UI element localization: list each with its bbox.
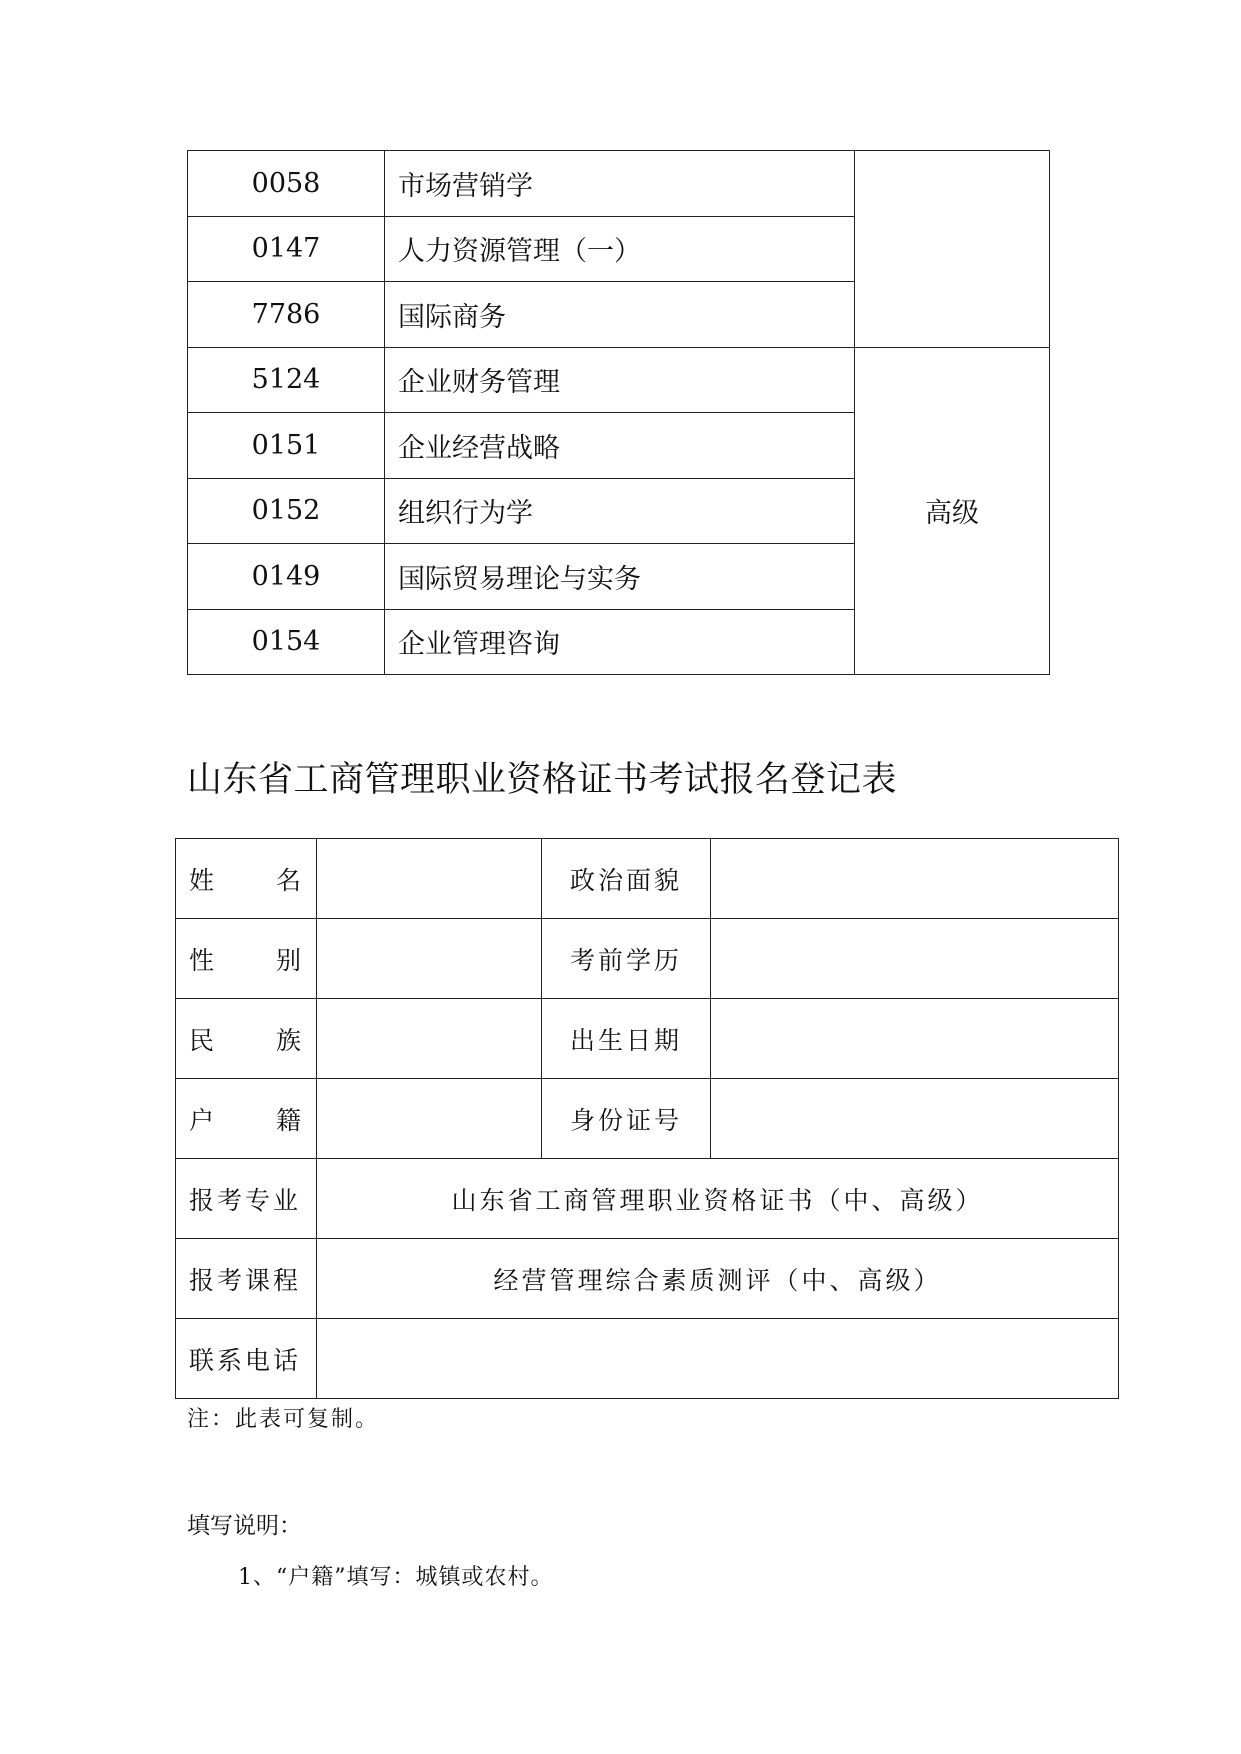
course-name: 企业经营战略 (385, 413, 855, 479)
instructions-title: 填写说明： (187, 1513, 302, 1539)
form-row-major (176, 1159, 1119, 1239)
form-row-name (176, 839, 1119, 919)
form-row-course (176, 1239, 1119, 1319)
major-label: 报考专业 (176, 1159, 317, 1239)
course-label: 报考课程 (176, 1239, 317, 1319)
gender-field[interactable] (317, 919, 542, 999)
id-number-field[interactable] (711, 1079, 1119, 1159)
form-title: 山东省工商管理职业资格证书考试报名登记表 (187, 760, 898, 800)
course-level: 高级 (855, 347, 1050, 675)
table-row (188, 151, 1050, 217)
course-code: 7786 (188, 282, 385, 348)
phone-label: 联系电话 (176, 1319, 317, 1399)
form-row-gender (176, 919, 1119, 999)
course-name: 市场营销学 (385, 151, 855, 217)
course-name: 企业管理咨询 (385, 609, 855, 675)
name-field[interactable] (317, 839, 542, 919)
ethnicity-field[interactable] (317, 999, 542, 1079)
household-field[interactable] (317, 1079, 542, 1159)
household-label: 户 籍 (176, 1079, 317, 1159)
course-name: 国际贸易理论与实务 (385, 544, 855, 610)
gender-label: 性 别 (176, 919, 317, 999)
course-table (187, 150, 1050, 675)
politics-field[interactable] (711, 839, 1119, 919)
course-code: 5124 (188, 347, 385, 413)
course-code: 0147 (188, 216, 385, 282)
course-code: 0149 (188, 544, 385, 610)
course-value: 经营管理综合素质测评（中、高级） (317, 1239, 1119, 1319)
education-label: 考前学历 (542, 919, 711, 999)
major-value: 山东省工商管理职业资格证书（中、高级） (317, 1159, 1119, 1239)
table-row (188, 347, 1050, 413)
form-row-household (176, 1079, 1119, 1159)
course-level (855, 151, 1050, 348)
instruction-item: 1、“户籍”填写：城镇或农村。 (238, 1565, 554, 1590)
course-code: 0154 (188, 609, 385, 675)
name-label: 姓 名 (176, 839, 317, 919)
ethnicity-label: 民 族 (176, 999, 317, 1079)
course-name: 企业财务管理 (385, 347, 855, 413)
politics-label: 政治面貌 (542, 839, 711, 919)
form-row-phone (176, 1319, 1119, 1399)
id-number-label: 身份证号 (542, 1079, 711, 1159)
education-field[interactable] (711, 919, 1119, 999)
course-name: 人力资源管理（一） (385, 216, 855, 282)
form-row-ethnicity (176, 999, 1119, 1079)
course-name: 国际商务 (385, 282, 855, 348)
course-name: 组织行为学 (385, 478, 855, 544)
course-code: 0151 (188, 413, 385, 479)
form-note: 注：此表可复制。 (187, 1407, 380, 1432)
course-code: 0058 (188, 151, 385, 217)
birthdate-field[interactable] (711, 999, 1119, 1079)
phone-field[interactable] (317, 1319, 1119, 1399)
registration-form (175, 838, 1119, 1399)
birthdate-label: 出生日期 (542, 999, 711, 1079)
course-code: 0152 (188, 478, 385, 544)
